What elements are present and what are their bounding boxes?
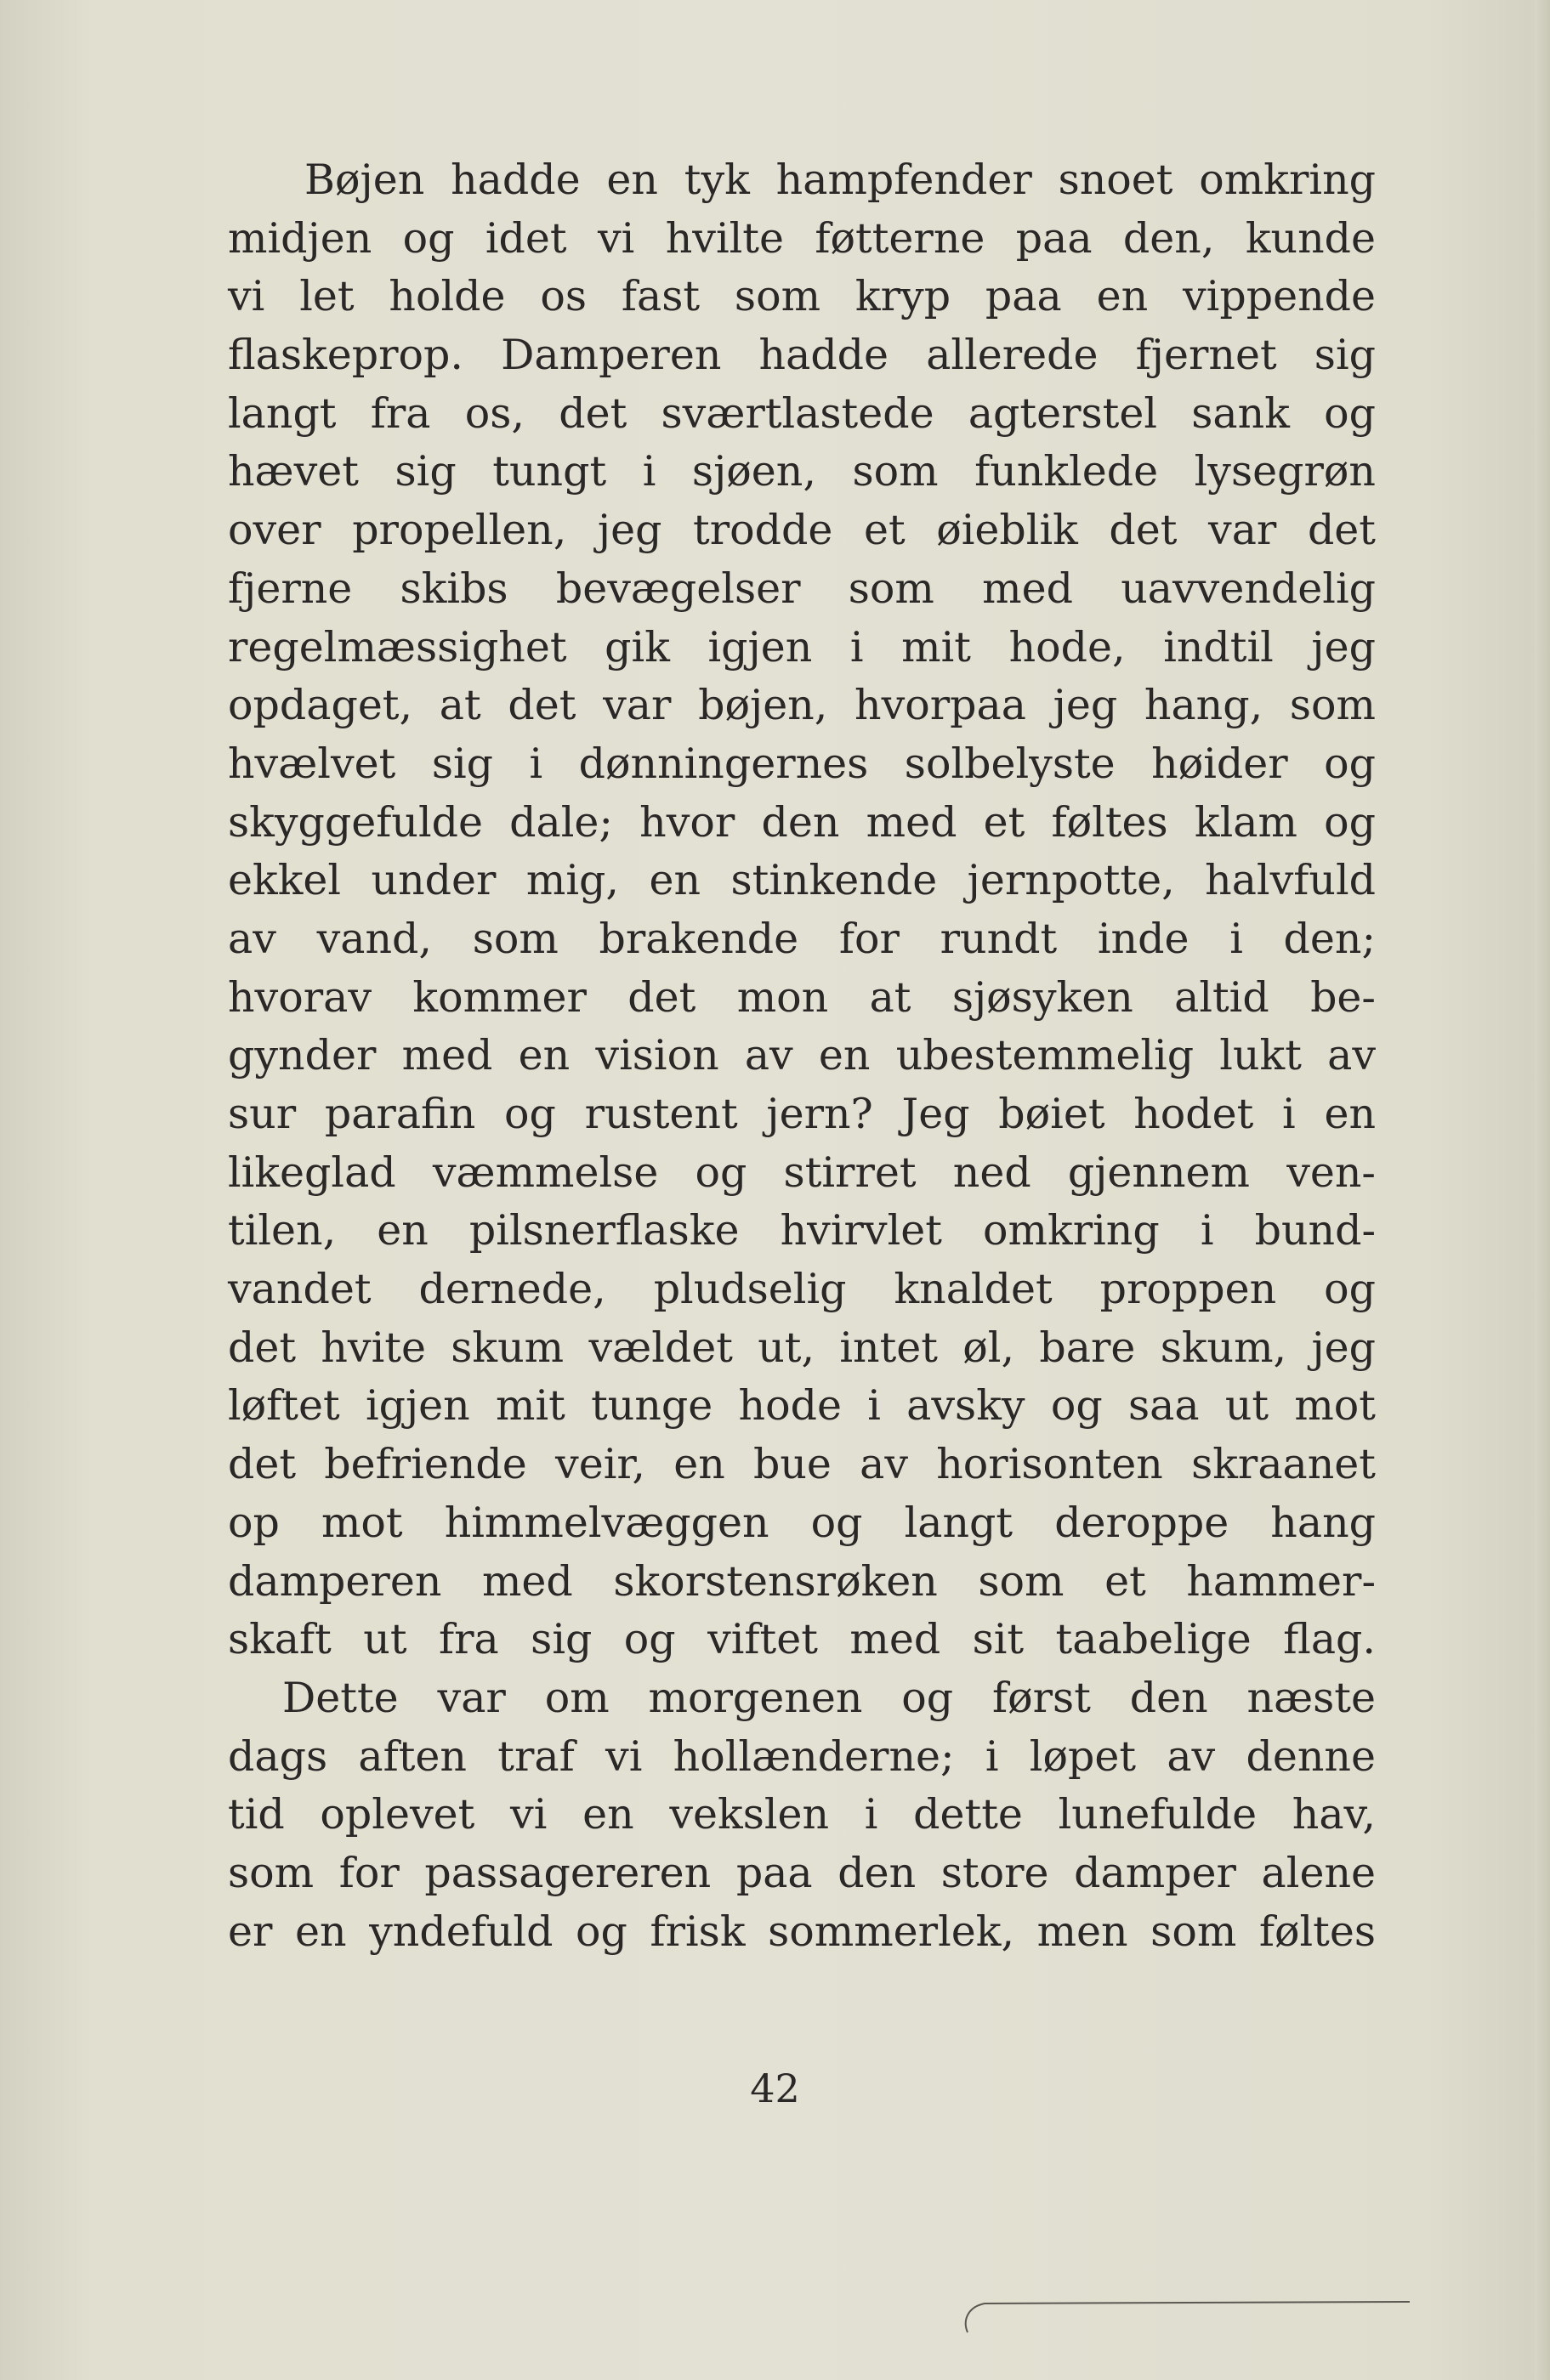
text-line: fjerne skibs bevægelser som med uavvendelig [228, 564, 1376, 613]
text-line: dags aften traf vi hollænderne; i løpet av denne [228, 1731, 1376, 1781]
text-line: flaskeprop. Damperen hadde allerede fjernet sig [228, 331, 1376, 380]
text-line: tid oplevet vi en vekslen i dette lunefulde hav, [228, 1790, 1376, 1839]
text-line: vandet dernede, pludselig knaldet proppen og [228, 1265, 1376, 1314]
text-line: hævet sig tungt i sjøen, som funklede lysegrøn [228, 447, 1376, 496]
text-line: skaft ut fra sig og viftet med sit taabelige flag. [228, 1615, 1376, 1664]
text-line: sur parafin og rustent jern? Jeg bøiet hodet i en [228, 1090, 1376, 1138]
text-line: opdaget, at det var bøjen, hvorpaa jeg hang, som [228, 681, 1376, 730]
text-line: tilen, en pilsnerflaske hvirvlet omkring i bund- [228, 1206, 1376, 1255]
page-number: 42 [750, 2066, 800, 2111]
text-line: gynder med en vision av en ubestemmelig lukt av [228, 1031, 1376, 1080]
body-text [228, 151, 1376, 1961]
text-line: løftet igjen mit tunge hode i avsky og saa ut mot [228, 1381, 1376, 1431]
text-line: hvælvet sig i dønningernes solbelyste høider og [228, 739, 1376, 788]
text-line: op mot himmelvæggen og langt deroppe hang [228, 1498, 1376, 1547]
page-edge [1535, 0, 1550, 2380]
text-line: Bøjen hadde en tyk hampfender snoet omkring [304, 156, 1376, 204]
text-line: midjen og idet vi hvilte føtterne paa den, kunde [228, 213, 1376, 263]
text-line: ekkel under mig, en stinkende jernpotte, halvfuld [228, 856, 1376, 905]
text-line: det hvite skum vældet ut, intet øl, bare skum, jeg [228, 1323, 1376, 1372]
text-line: Dette var om morgenen og først den næste [282, 1673, 1376, 1722]
text-line: vi let holde os fast som kryp paa en vippende [228, 272, 1376, 321]
text-line: av vand, som brakende for rundt inde i den; [228, 914, 1376, 963]
text-line: over propellen, jeg trodde et øieblik det var det [228, 506, 1376, 555]
text-line: likeglad væmmelse og stirret ned gjennem ven- [228, 1148, 1376, 1197]
text-line: er en yndefuld og frisk sommerlek, men som føltes [228, 1907, 1376, 1956]
text-line: hvorav kommer det mon at sjøsyken altid be- [228, 972, 1376, 1022]
text-line: damperen med skorstensrøken som et hammer- [228, 1556, 1376, 1606]
text-line: langt fra os, det sværtlastede agterstel sank og [228, 388, 1376, 438]
pencil-mark [942, 2295, 1418, 2336]
text-line: som for passagereren paa den store damper alene [228, 1848, 1376, 1897]
text-line: regelmæssighet gik igjen i mit hode, indtil jeg [228, 622, 1376, 672]
text-line: skyggefulde dale; hvor den med et føltes klam og [228, 797, 1376, 847]
text-line: det befriende veir, en bue av horisonten skraanet [228, 1440, 1376, 1489]
